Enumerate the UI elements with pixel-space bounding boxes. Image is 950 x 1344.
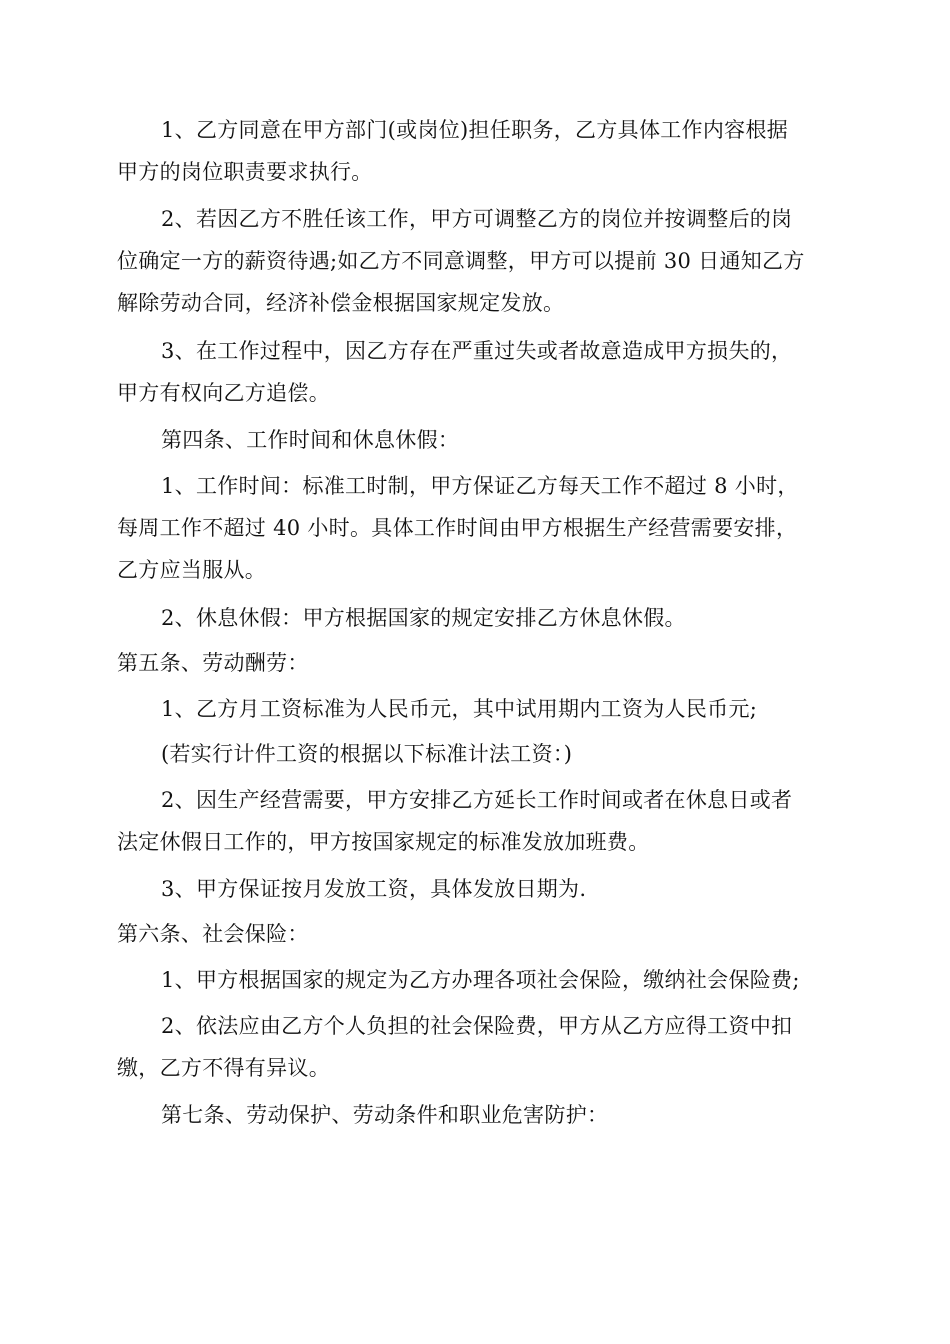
text-line: 每周工作不超过 40 小时。具体工作时间由甲方根据生产经营需要安排，	[117, 516, 798, 540]
paragraph-duty-3	[117, 330, 837, 414]
article-6-heading	[117, 913, 837, 955]
text-line: 缴，乙方不得有异议。	[117, 1056, 330, 1080]
text-line: 1、工作时间：标准工时制，甲方保证乙方每天工作不超过 8 小时，	[161, 474, 799, 498]
text-line: 3、甲方保证按月发放工资，具体发放日期为.	[161, 877, 587, 901]
paragraph-piece-wage-note	[117, 733, 837, 775]
text-line: 1、甲方根据国家的规定为乙方办理各项社会保险，缴纳社会保险费;	[161, 968, 800, 992]
article-5-heading	[117, 642, 837, 684]
paragraph-duty-1	[117, 109, 837, 193]
text-line: 2、依法应由乙方个人负担的社会保险费，甲方从乙方应得工资中扣	[161, 1014, 793, 1038]
paragraph-insurance-2	[117, 1005, 837, 1089]
text-line: 第四条、工作时间和休息休假：	[161, 428, 460, 452]
paragraph-pay-date	[117, 868, 837, 910]
text-line: 3、在工作过程中，因乙方存在严重过失或者故意造成甲方损失的，	[161, 339, 793, 363]
paragraph-rest-leave	[117, 597, 837, 639]
text-line: 甲方的岗位职责要求执行。	[117, 160, 373, 184]
paragraph-overtime	[117, 779, 837, 863]
article-7-heading	[117, 1094, 837, 1136]
paragraph-duty-2	[117, 198, 837, 324]
text-line: 乙方应当服从。	[117, 558, 267, 582]
text-line: 法定休假日工作的，甲方按国家规定的标准发放加班费。	[117, 830, 650, 854]
text-line: 第七条、劳动保护、劳动条件和职业危害防护：	[161, 1103, 609, 1127]
text-line: 1、乙方同意在甲方部门(或岗位)担任职务，乙方具体工作内容根据	[161, 118, 789, 142]
paragraph-insurance-1	[117, 959, 837, 1001]
text-line: 解除劳动合同，经济补偿金根据国家规定发放。	[117, 291, 565, 315]
text-line: 1、乙方月工资标准为人民币元，其中试用期内工资为人民币元;	[161, 697, 758, 721]
text-line: 第五条、劳动酬劳：	[117, 651, 309, 675]
text-line: 2、因生产经营需要，甲方安排乙方延长工作时间或者在休息日或者	[161, 788, 793, 812]
text-line: 甲方有权向乙方追偿。	[117, 381, 330, 405]
text-line: (若实行计件工资的根据以下标准计法工资：)	[161, 742, 573, 766]
text-line: 2、若因乙方不胜任该工作，甲方可调整乙方的岗位并按调整后的岗	[161, 207, 793, 231]
article-4-heading	[117, 419, 837, 461]
text-line: 位确定一方的薪资待遇;如乙方不同意调整，甲方可以提前 30 日通知乙方	[117, 249, 805, 273]
paragraph-wage-standard	[117, 688, 837, 730]
text-line: 2、休息休假：甲方根据国家的规定安排乙方休息休假。	[161, 606, 686, 630]
paragraph-work-hours	[117, 465, 837, 591]
text-line: 第六条、社会保险：	[117, 922, 309, 946]
